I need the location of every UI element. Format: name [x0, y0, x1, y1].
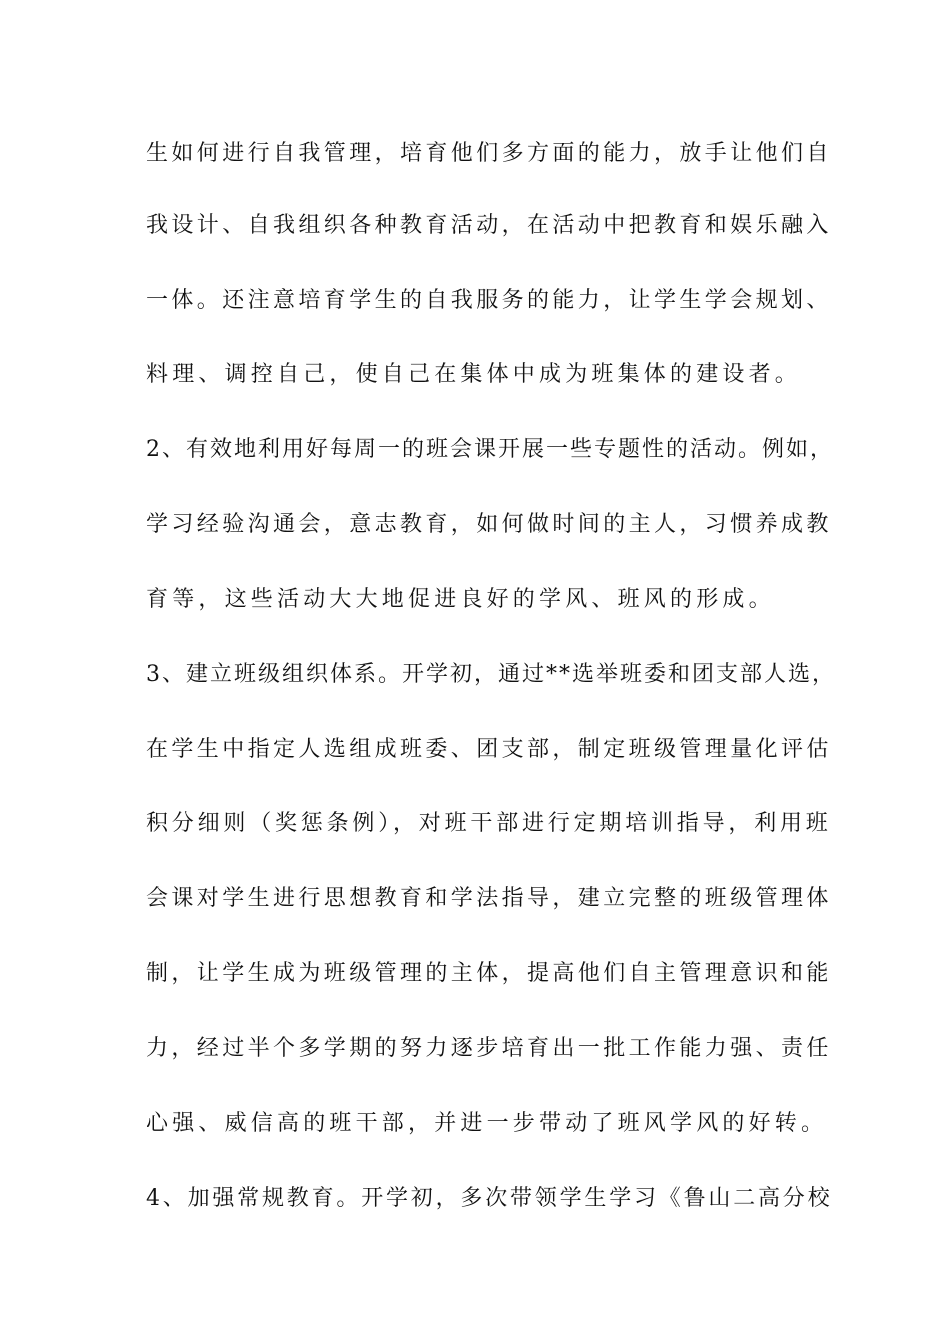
text-line-2: 我设计、自我组织各种教育活动，在活动中把教育和娱乐融入	[146, 213, 832, 238]
text-line-8: 3、建立班级组织体系。开学初，通过**选举班委和团支部人选，	[146, 662, 836, 687]
text-line-5: 2、有效地利用好每周一的班会课开展一些专题性的活动。例如，	[146, 437, 834, 462]
text-line-13: 力，经过半个多学期的努力逐步培育出一批工作能力强、责任	[146, 1036, 832, 1061]
text-line-15: 4、加强常规教育。开学初，多次带领学生学习《鲁山二高分校	[146, 1186, 833, 1211]
text-line-4: 料理、调控自己，使自己在集体中成为班集体的建设者。	[146, 362, 802, 387]
text-line-3: 一体。还注意培育学生的自我服务的能力，让学生学会规划、	[146, 288, 832, 313]
text-line-11: 会课对学生进行思想教育和学法指导，建立完整的班级管理体	[146, 886, 832, 911]
text-line-12: 制，让学生成为班级管理的主体，提高他们自主管理意识和能	[146, 961, 832, 986]
text-line-9: 在学生中指定人选组成班委、团支部，制定班级管理量化评估	[146, 737, 832, 762]
text-line-6: 学习经验沟通会，意志教育，如何做时间的主人，习惯养成教	[146, 512, 832, 537]
text-line-7: 育等，这些活动大大地促进良好的学风、班风的形成。	[146, 587, 775, 612]
text-line-10: 积分细则（奖惩条例），对班干部进行定期培训指导，利用班	[146, 811, 832, 836]
text-line-1: 生如何进行自我管理，培育他们多方面的能力，放手让他们自	[146, 141, 832, 166]
text-line-14: 心强、威信高的班干部，并进一步带动了班风学风的好转。	[146, 1111, 828, 1136]
